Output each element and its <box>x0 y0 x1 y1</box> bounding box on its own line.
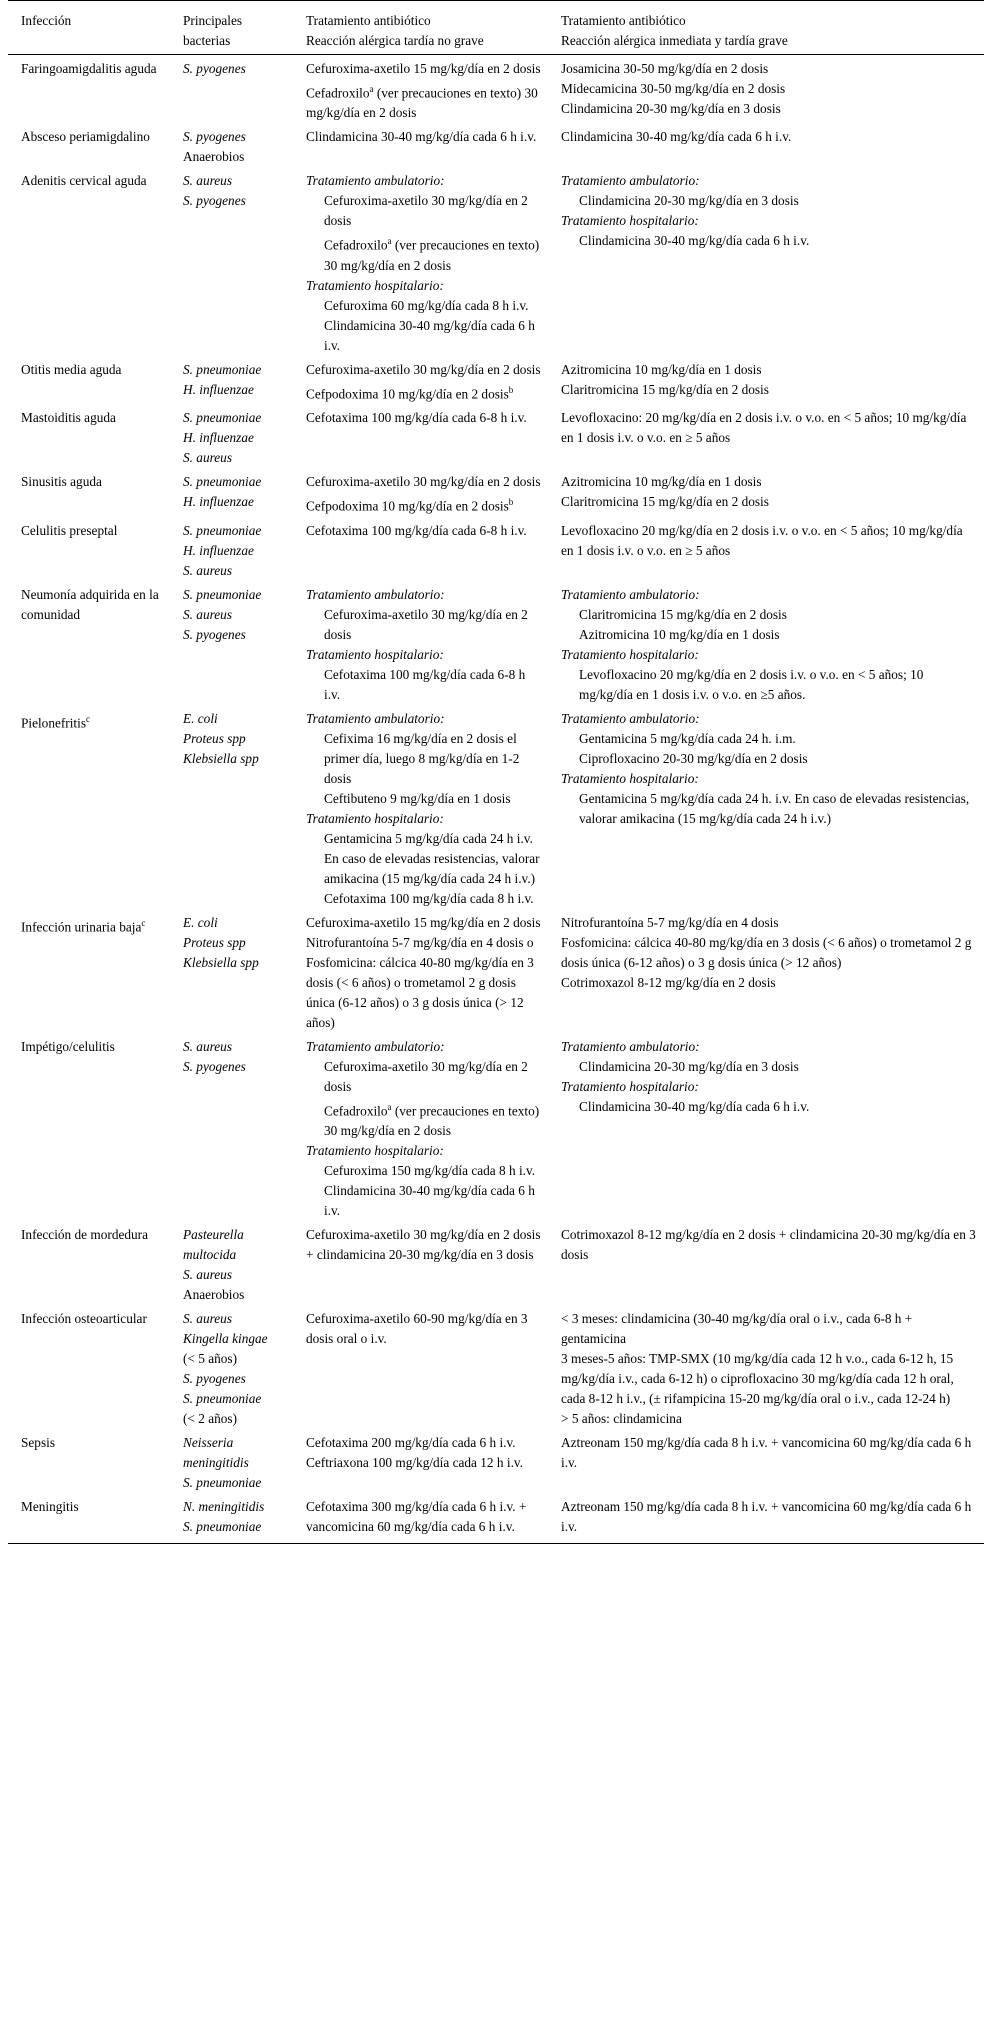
bacteria-name: S. aureus <box>183 1038 232 1054</box>
mild-reaction-treatment-cell <box>293 519 548 583</box>
treatment-line: Aztreonam 150 mg/kg/día cada 8 h i.v. + vancomicina 60 mg/kg/día cada 6 h i.v. <box>561 1499 972 1535</box>
treatment-setting-label: Tratamiento hospitalario: <box>306 277 444 293</box>
table-row <box>8 169 984 357</box>
treatment-line: Azitromicina 10 mg/kg/día en 1 dosis <box>561 361 762 377</box>
infection-cell: Otitis media aguda <box>21 361 122 377</box>
header-bacteria <box>170 1 293 55</box>
bacteria-cell <box>170 470 293 518</box>
treatment-setting-label: Tratamiento ambulatorio: <box>561 710 700 726</box>
treatment-setting-label: Tratamiento ambulatorio: <box>306 1038 445 1054</box>
treatment-setting-label: Tratamiento hospitalario: <box>561 213 699 229</box>
bacteria-name: S. pyogenes <box>183 129 246 145</box>
bacteria-name: S. pyogenes <box>183 1058 246 1074</box>
table-row <box>8 406 984 470</box>
treatment-line: Levofloxacino 20 mg/kg/día en 2 dosis i.v. o v.o. en < 5 años; 10 mg/kg/día en 1 dosis i.v. o v.o. en ≥5 años. <box>579 666 924 702</box>
bacteria-name: S. aureus <box>183 1267 232 1283</box>
treatment-line: Clindamicina 30-40 mg/kg/día cada 6 h i.v. <box>324 317 535 353</box>
bacteria-name: H. influenzae <box>183 381 254 397</box>
severe-reaction-treatment-cell <box>548 358 984 406</box>
table-row <box>8 1431 984 1495</box>
severe-reaction-treatment-cell <box>548 1223 984 1307</box>
treatment-line: Cefuroxima-axetilo 30 mg/kg/día en 2 dosis <box>306 474 541 490</box>
table-body <box>8 55 984 1544</box>
treatment-line: Midecamicina 30-50 mg/kg/día en 2 dosis <box>561 81 786 96</box>
treatment-line: Gentamicina 5 mg/kg/día cada 24 h. i.v. En caso de elevadas resistencias, valorar amikacina (15 mg/kg/día cada 24 h i.v.) <box>579 790 970 826</box>
severe-reaction-treatment-cell <box>548 1035 984 1223</box>
table-row <box>8 55 984 126</box>
table-row <box>8 911 984 1035</box>
severe-reaction-treatment-cell <box>548 470 984 518</box>
treatment-setting-label: Tratamiento hospitalario: <box>306 646 444 662</box>
bacteria-name: Klebsiella spp <box>183 954 259 970</box>
treatment-setting-label: Tratamiento ambulatorio: <box>561 173 700 189</box>
table-row <box>8 125 984 169</box>
treatment-line: Cefuroxima-axetilo 30 mg/kg/día en 2 dosis <box>324 1058 528 1094</box>
bacteria-name: S. pneumoniae <box>183 474 262 490</box>
bacteria-cell <box>170 583 293 707</box>
treatment-line: Levofloxacino: 20 mg/kg/día en 2 dosis i.v. o v.o. en < 5 años; 10 mg/kg/día en 1 dosis i.v. o v.o. en ≥ 5 años <box>561 410 967 446</box>
bacteria-name: E. coli <box>183 914 218 930</box>
infection-cell: Celulitis preseptal <box>21 522 118 538</box>
treatment-line: Levofloxacino 20 mg/kg/día en 2 dosis i.v. o v.o. en < 5 años; 10 mg/kg/día en 1 dosis i.v. o v.o. en ≥ 5 años <box>561 522 963 558</box>
bacteria-name: H. influenzae <box>183 494 254 510</box>
antibiotic-table-container <box>8 0 984 1544</box>
treatment-setting-label: Tratamiento ambulatorio: <box>561 1038 700 1054</box>
table-row <box>8 583 984 707</box>
mild-reaction-treatment-cell <box>293 1035 548 1223</box>
treatment-line: < 3 meses: clindamicina (30-40 mg/kg/día oral o i.v., cada 6-8 h + gentamicina <box>561 1311 913 1347</box>
treatment-line: Clindamicina 30-40 mg/kg/día cada 6 h i.v. <box>561 129 792 145</box>
treatment-line: Gentamicina 5 mg/kg/día cada 24 h. i.m. <box>579 730 796 746</box>
bacteria-name: E. coli <box>183 710 218 726</box>
treatment-line: Cefotaxima 100 mg/kg/día cada 6-8 h i.v. <box>306 522 527 538</box>
bacteria-name: H. influenzae <box>183 542 254 558</box>
infection-cell: Faringoamigdalitis aguda <box>21 61 157 76</box>
bacteria-cell <box>170 1431 293 1495</box>
bacteria-name: Pasteurella multocida <box>183 1227 244 1263</box>
treatment-setting-label: Tratamiento hospitalario: <box>561 770 699 786</box>
bacteria-name: S. pneumoniae <box>183 1391 262 1407</box>
table-header <box>8 1 984 55</box>
treatment-line: Clindamicina 30-40 mg/kg/día cada 6 h i.v. <box>306 129 537 145</box>
bacteria-name: S. pneumoniae <box>183 1475 262 1491</box>
bacteria-name: S. aureus <box>183 450 232 466</box>
bacteria-name: S. pneumoniae <box>183 586 262 602</box>
treatment-line: Cefuroxima 150 mg/kg/día cada 8 h i.v. <box>324 1163 536 1179</box>
treatment-line: Cefadroxilo$^a$ (ver precauciones en texto) 30 mg/kg/día en 2 dosis <box>306 84 538 121</box>
treatment-line: Fosfomicina: cálcica 40-80 mg/kg/día en 3 dosis (< 6 años) o trometamol 2 g dosis única (6-12 años) o 3 g dosis única (> 12 años) <box>561 934 972 970</box>
severe-reaction-treatment-cell <box>548 1307 984 1431</box>
treatment-line: Cefotaxima 100 mg/kg/día cada 8 h i.v. <box>324 890 534 906</box>
infection-cell: Sepsis <box>21 1435 55 1451</box>
treatment-line: Clindamicina 20-30 mg/kg/día en 3 dosis <box>579 193 799 209</box>
treatment-line: Cefotaxima 100 mg/kg/día cada 6-8 h i.v. <box>324 666 526 702</box>
bacteria-name: S. aureus <box>183 562 232 578</box>
treatment-line: Josamicina 30-50 mg/kg/día en 2 dosis <box>561 61 769 76</box>
treatment-line: Cefotaxima 200 mg/kg/día cada 6 h i.v. <box>306 1435 516 1451</box>
treatment-line: Claritromicina 15 mg/kg/día en 2 dosis <box>561 494 769 510</box>
bacteria-cell <box>170 911 293 1035</box>
bacteria-name: Anaerobios <box>183 1287 245 1303</box>
treatment-line: Clindamicina 30-40 mg/kg/día cada 6 h i.v. <box>324 1183 535 1219</box>
treatment-line: Nitrofurantoína 5-7 mg/kg/día en 4 dosis o <box>306 934 534 950</box>
treatment-line: Cotrimoxazol 8-12 mg/kg/día en 2 dosis <box>561 974 776 990</box>
bacteria-name: S. aureus <box>183 1311 232 1327</box>
infection-cell: Neumonía adquirida en la comunidad <box>21 586 159 622</box>
table-row <box>8 707 984 911</box>
mild-reaction-treatment-cell <box>293 707 548 911</box>
treatment-line: Gentamicina 5 mg/kg/día cada 24 h i.v. En caso de elevadas resistencias, valorar amikacina (15 mg/kg/día cada 24 h i.v.) <box>324 830 540 886</box>
treatment-line: Cefotaxima 100 mg/kg/día cada 6-8 h i.v. <box>306 410 527 426</box>
treatment-line: Cefuroxima-axetilo 30 mg/kg/día en 2 dosis <box>324 193 528 229</box>
treatment-line: Ciprofloxacino 20-30 mg/kg/día en 2 dosis <box>579 750 808 766</box>
bacteria-name: (< 2 años) <box>183 1411 238 1427</box>
severe-reaction-treatment-cell <box>548 1431 984 1495</box>
mild-reaction-treatment-cell <box>293 125 548 169</box>
bacteria-name: S. pyogenes <box>183 1371 246 1387</box>
bacteria-cell <box>170 707 293 911</box>
bacteria-cell <box>170 125 293 169</box>
table-row <box>8 1307 984 1431</box>
infection-cell: Sinusitis aguda <box>21 474 102 490</box>
header-line: Reacción alérgica inmediata y tardía grave <box>561 33 788 48</box>
mild-reaction-treatment-cell <box>293 169 548 357</box>
mild-reaction-treatment-cell <box>293 358 548 406</box>
infection-cell: Absceso periamigdalino <box>21 129 150 145</box>
header-severe-reaction <box>548 1 984 55</box>
bacteria-cell <box>170 169 293 357</box>
header-line: Principales <box>183 13 243 28</box>
table-row <box>8 1495 984 1544</box>
severe-reaction-treatment-cell <box>548 707 984 911</box>
bacteria-name: Neisseria meningitidis <box>183 1435 249 1471</box>
treatment-line: Claritromicina 15 mg/kg/día en 2 dosis <box>579 606 787 622</box>
mild-reaction-treatment-cell <box>293 1307 548 1431</box>
treatment-line: Azitromicina 10 mg/kg/día en 1 dosis <box>561 474 762 490</box>
header-line: Tratamiento antibiótico <box>561 13 686 28</box>
bacteria-cell <box>170 358 293 406</box>
bacteria-name: Proteus spp <box>183 730 246 746</box>
treatment-line: Cefadroxilo$^a$ (ver precauciones en texto) 30 mg/kg/día en 2 dosis <box>324 236 540 273</box>
treatment-line: Claritromicina 15 mg/kg/día en 2 dosis <box>561 381 769 397</box>
bacteria-cell <box>170 519 293 583</box>
mild-reaction-treatment-cell <box>293 1431 548 1495</box>
bacteria-name: N. meningitidis <box>183 1499 265 1515</box>
severe-reaction-treatment-cell <box>548 55 984 126</box>
treatment-setting-label: Tratamiento ambulatorio: <box>561 586 700 602</box>
treatment-line: Ceftriaxona 100 mg/kg/día cada 12 h i.v. <box>306 1455 524 1471</box>
bacteria-name: S. aureus <box>183 606 232 622</box>
header-mild-reaction <box>293 1 548 55</box>
table-row <box>8 470 984 518</box>
treatment-line: Cefuroxima-axetilo 15 mg/kg/día en 2 dosis <box>306 61 541 76</box>
bacteria-cell <box>170 1307 293 1431</box>
infection-cell: Pielonefritis$^c$ <box>21 713 90 731</box>
infection-cell: Meningitis <box>8 1495 170 1544</box>
bacteria-name: S. pneumoniae <box>183 1519 262 1535</box>
table-row <box>8 358 984 406</box>
treatment-setting-label: Tratamiento hospitalario: <box>561 1078 699 1094</box>
treatment-setting-label: Tratamiento hospitalario: <box>306 1143 444 1159</box>
bacteria-name: Kingella kingae <box>183 1331 268 1347</box>
mild-reaction-treatment-cell <box>293 55 548 126</box>
treatment-line: Clindamicina 30-40 mg/kg/día cada 6 h i.v. <box>579 1098 810 1114</box>
treatment-line: Fosfomicina: cálcica 40-80 mg/kg/día en 3 dosis (< 6 años) o trometamol 2 g dosis única (6-12 años) o 3 g dosis única (> 12 años) <box>306 954 534 1030</box>
treatment-setting-label: Tratamiento hospitalario: <box>561 646 699 662</box>
header-line: bacterias <box>183 33 231 48</box>
severe-reaction-treatment-cell <box>548 583 984 707</box>
table-row <box>8 1223 984 1307</box>
treatment-line: Cefpodoxima 10 mg/kg/día en 2 dosis$^b$ <box>306 384 514 402</box>
treatment-line: Cefixima 16 mg/kg/día en 2 dosis el primer día, luego 8 mg/kg/día en 1-2 dosis <box>324 730 520 786</box>
bacteria-cell <box>170 406 293 470</box>
bacteria-name: S. pyogenes <box>183 193 246 209</box>
treatment-line: Cefpodoxima 10 mg/kg/día en 2 dosis$^b$ <box>306 497 514 514</box>
treatment-line: Clindamicina 30-40 mg/kg/día cada 6 h i.v. <box>579 233 810 249</box>
header-line: Infección <box>21 13 72 28</box>
bacteria-name: Proteus spp <box>183 934 246 950</box>
treatment-line: Cefuroxima 60 mg/kg/día cada 8 h i.v. <box>324 297 529 313</box>
mild-reaction-treatment-cell <box>293 406 548 470</box>
mild-reaction-treatment-cell <box>293 911 548 1035</box>
infection-cell: Adenitis cervical aguda <box>21 173 147 189</box>
header-infection <box>8 1 170 55</box>
severe-reaction-treatment-cell <box>548 406 984 470</box>
treatment-line: Azitromicina 10 mg/kg/día en 1 dosis <box>579 626 780 642</box>
treatment-line: Cefuroxima-axetilo 60-90 mg/kg/día en 3 dosis oral o i.v. <box>306 1311 528 1347</box>
mild-reaction-treatment-cell <box>293 583 548 707</box>
severe-reaction-treatment-cell <box>548 1495 984 1544</box>
bacteria-name: S. pyogenes <box>183 61 246 76</box>
bacteria-name: S. aureus <box>183 173 232 189</box>
header-line: Reacción alérgica tardía no grave <box>306 33 484 48</box>
severe-reaction-treatment-cell <box>548 519 984 583</box>
severe-reaction-treatment-cell <box>548 911 984 1035</box>
treatment-line: Cefotaxima 300 mg/kg/día cada 6 h i.v. + vancomicina 60 mg/kg/día cada 6 h i.v. <box>306 1499 527 1535</box>
infection-cell: Infección urinaria baja$^c$ <box>21 917 146 935</box>
treatment-line: Cefuroxima-axetilo 30 mg/kg/día en 2 dosis <box>324 606 528 642</box>
bacteria-cell <box>170 1495 293 1544</box>
treatment-line: 3 meses-5 años: TMP-SMX (10 mg/kg/día cada 12 h v.o., cada 6-12 h, 15 mg/kg/día i.v., cada 6-12 h) o ciprofloxacino 30 mg/kg/día cada 12 h oral, cada 8-12 h i.v., (± rifampicina 15-20 mg/kg/día oral o i.v., cada 12-24 h) <box>561 1351 954 1407</box>
treatment-line: Cefuroxima-axetilo 30 mg/kg/día en 2 dosis + clindamicina 20-30 mg/kg/día en 3 dosis <box>306 1227 541 1263</box>
bacteria-name: S. pneumoniae <box>183 522 262 538</box>
mild-reaction-treatment-cell <box>293 470 548 518</box>
table-row <box>8 1035 984 1223</box>
treatment-line: Aztreonam 150 mg/kg/día cada 8 h i.v. + vancomicina 60 mg/kg/día cada 6 h i.v. <box>561 1435 972 1471</box>
table-row <box>8 519 984 583</box>
treatment-setting-label: Tratamiento ambulatorio: <box>306 173 445 189</box>
treatment-line: Cefuroxima-axetilo 30 mg/kg/día en 2 dosis <box>306 361 541 377</box>
treatment-setting-label: Tratamiento hospitalario: <box>306 810 444 826</box>
bacteria-cell <box>170 1223 293 1307</box>
severe-reaction-treatment-cell <box>548 169 984 357</box>
bacteria-cell <box>170 1035 293 1223</box>
treatment-line: Clindamicina 20-30 mg/kg/día en 3 dosis <box>561 101 781 116</box>
treatment-line: Nitrofurantoína 5-7 mg/kg/día en 4 dosis <box>561 914 779 930</box>
treatment-line: Cotrimoxazol 8-12 mg/kg/día en 2 dosis + clindamicina 20-30 mg/kg/día en 3 dosis <box>561 1227 976 1263</box>
infection-cell: Infección osteoarticular <box>21 1311 147 1327</box>
treatment-setting-label: Tratamiento ambulatorio: <box>306 710 445 726</box>
treatment-line: > 5 años: clindamicina <box>561 1411 682 1427</box>
header-row <box>8 1 984 55</box>
mild-reaction-treatment-cell <box>293 1223 548 1307</box>
bacteria-name: Anaerobios <box>183 149 245 165</box>
treatment-line: Cefuroxima-axetilo 15 mg/kg/día en 2 dosis <box>306 914 541 930</box>
treatment-setting-label: Tratamiento ambulatorio: <box>306 586 445 602</box>
bacteria-name: S. pyogenes <box>183 626 246 642</box>
treatment-line: Ceftibuteno 9 mg/kg/día en 1 dosis <box>324 790 511 806</box>
bacteria-cell <box>170 55 293 126</box>
bacteria-name: S. pneumoniae <box>183 410 262 426</box>
bacteria-name: Klebsiella spp <box>183 750 259 766</box>
bacteria-name: H. influenzae <box>183 430 254 446</box>
infection-cell: Impétigo/celulitis <box>21 1038 115 1054</box>
infection-cell: Infección de mordedura <box>21 1227 148 1243</box>
severe-reaction-treatment-cell <box>548 125 984 169</box>
treatment-line: Clindamicina 20-30 mg/kg/día en 3 dosis <box>579 1058 799 1074</box>
antibiotic-allergy-table <box>8 0 984 1544</box>
bacteria-name: S. pneumoniae <box>183 361 262 377</box>
header-line: Tratamiento antibiótico <box>306 13 431 28</box>
treatment-line: Cefadroxilo$^a$ (ver precauciones en texto) 30 mg/kg/día en 2 dosis <box>324 1101 540 1139</box>
mild-reaction-treatment-cell <box>293 1495 548 1544</box>
bacteria-name: (< 5 años) <box>183 1351 238 1367</box>
infection-cell: Mastoiditis aguda <box>21 410 116 426</box>
